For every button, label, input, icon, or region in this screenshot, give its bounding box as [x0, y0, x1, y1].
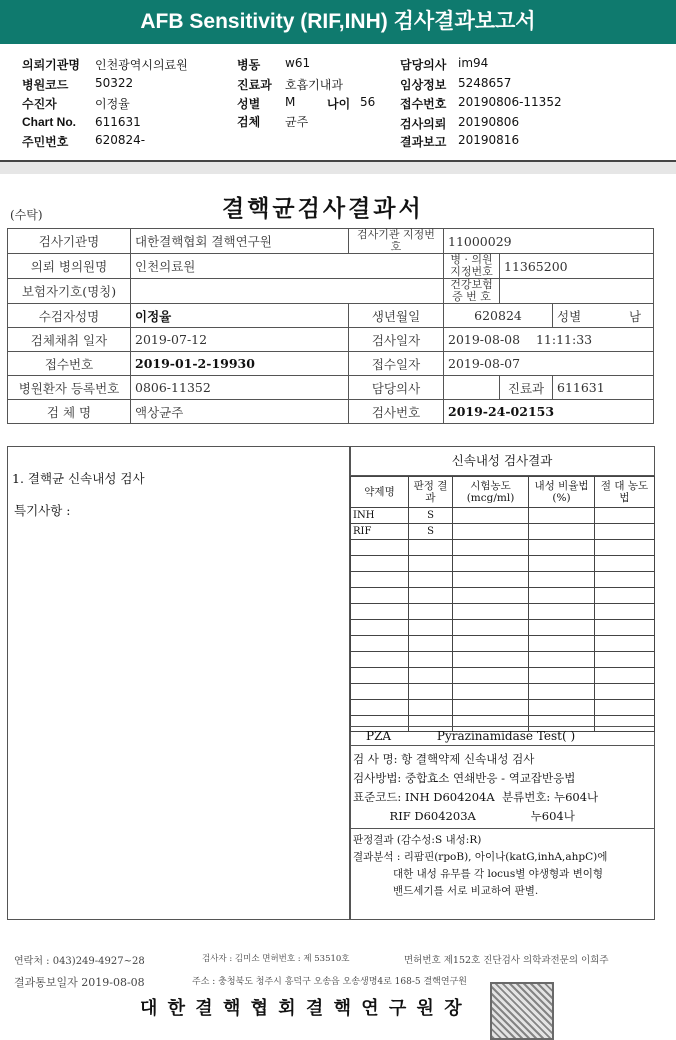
patient-label: 수진자 [22, 97, 57, 111]
age-label: 나이 [327, 97, 351, 111]
sensitivity-row [351, 540, 655, 556]
sensitivity-row [351, 604, 655, 620]
sensitivity-cell [453, 604, 529, 620]
sensitivity-cell [409, 556, 453, 572]
sensitivity-cell [529, 524, 595, 540]
sensitivity-cell [453, 668, 529, 684]
sensitivity-cell: INH [351, 508, 409, 524]
sensitivity-cell [595, 620, 655, 636]
sensitivity-cell [453, 620, 529, 636]
analysis-line: 결과분석 : 리팜핀(rpoB), 아이나(katG,inhA,ahpC)에 [353, 851, 608, 863]
cell-label: 진료과 [500, 376, 553, 400]
analysis-block [353, 832, 607, 900]
sensitivity-cell: S [409, 508, 453, 524]
patient-value: 이정율 [95, 97, 130, 111]
report-label: 결과보고 [400, 135, 447, 149]
cell-value: 2019-07-12 [131, 328, 349, 352]
sensitivity-cell [595, 652, 655, 668]
specimen-value: 균주 [285, 115, 309, 129]
sensitivity-row [351, 572, 655, 588]
sensitivity-row [351, 556, 655, 572]
method-line: 검 사 명: 항 결핵약제 신속내성 검사 [353, 752, 535, 766]
clinical-label: 임상정보 [400, 78, 447, 92]
chart-label: Chart No. [22, 115, 76, 129]
cell-value: 남 [628, 308, 642, 324]
method-block [353, 750, 598, 826]
sensitivity-cell [409, 636, 453, 652]
patient-info-panel [0, 48, 676, 162]
sensitivity-cell [453, 652, 529, 668]
sensitivity-cell [453, 524, 529, 540]
cell-label: 수검자성명 [8, 304, 131, 328]
sensitivity-cell [351, 620, 409, 636]
sensitivity-cell [453, 556, 529, 572]
sensitivity-row [351, 620, 655, 636]
sensitivity-cell: S [409, 524, 453, 540]
sensitivity-cell [595, 636, 655, 652]
sensitivity-cell [351, 556, 409, 572]
sensitivity-cell [351, 668, 409, 684]
sensitivity-cell [351, 636, 409, 652]
judge-line: 판정결과 (감수성:S 내성:R) [353, 834, 482, 846]
test-item: 1. 결핵균 신속내성 검사 [12, 471, 145, 486]
cell-label: 담당의사 [349, 376, 444, 400]
cell-label: 의뢰 병의원명 [8, 254, 131, 279]
sensitivity-cell [595, 668, 655, 684]
sensitivity-cell [409, 620, 453, 636]
hosp-code-label: 병원코드 [22, 78, 69, 92]
doc-corner-label: (수탁) [10, 208, 43, 222]
cell-label: 접수번호 [8, 352, 131, 376]
cell-label: 검체채취 일자 [8, 328, 131, 352]
sensitivity-cell [529, 620, 595, 636]
cell-value: 이정율 [131, 304, 349, 328]
sensitivity-cell [595, 588, 655, 604]
sensitivity-cell [351, 540, 409, 556]
sensitivity-row [351, 636, 655, 652]
cell-value: 11365200 [500, 254, 654, 279]
method-divider [350, 828, 654, 829]
dept-value: 호흡기내과 [285, 78, 343, 92]
report-value: 20190816 [458, 133, 520, 147]
sensitivity-cell [409, 572, 453, 588]
sensitivity-cell [453, 572, 529, 588]
specimen-label: 검체 [237, 115, 261, 129]
sensitivity-cell [351, 652, 409, 668]
cell-label: 병 · 의원 지정번호 [444, 254, 500, 279]
cell-label: 생년월일 [349, 304, 444, 328]
sensitivity-panel [349, 446, 655, 920]
sensitivity-cell [453, 636, 529, 652]
analysis-line: 밴드세기를 서로 비교하여 판별. [393, 885, 539, 897]
sensitivity-cell [409, 700, 453, 716]
sex-label: 성별 [237, 97, 261, 111]
sensitivity-cell [595, 508, 655, 524]
sensitivity-cell [351, 588, 409, 604]
cell-label: 접수일자 [349, 352, 444, 376]
sensitivity-row [351, 508, 655, 524]
sensitivity-cell [409, 652, 453, 668]
sensitivity-cell [529, 604, 595, 620]
sensitivity-cell [529, 588, 595, 604]
cell-value: 2019-24-02153 [444, 400, 654, 424]
sensitivity-cell [595, 540, 655, 556]
sensitivity-cell [409, 684, 453, 700]
doc-title: 결핵균검사결과서 [222, 195, 424, 222]
receipt-value: 20190806-11352 [458, 95, 562, 109]
sensitivity-cell [453, 508, 529, 524]
sensitivity-row [351, 652, 655, 668]
ward-value: w61 [285, 56, 311, 70]
clinical-value: 5248657 [458, 76, 512, 90]
footer-examiner: 검사자 : 김미소 면허번호 : 제 53510호 [202, 954, 350, 964]
footer-contact: 연락처 : 043)249-4927~28 [14, 956, 145, 967]
sensitivity-cell [595, 556, 655, 572]
req-org-value: 인천광역시의료원 [95, 58, 188, 72]
scanned-result-document [0, 174, 676, 1040]
cell-value: 액상균주 [131, 400, 349, 424]
sensitivity-cell [351, 604, 409, 620]
sensitivity-table [350, 476, 655, 732]
cell-label: 검사번호 [349, 400, 444, 424]
cell-value: 2019-08-08 11:11:33 [444, 328, 654, 352]
result-header-table [7, 228, 654, 424]
doctor-value: im94 [458, 56, 489, 70]
hosp-code-value: 50322 [95, 76, 134, 90]
chart-value: 611631 [95, 115, 141, 129]
cell-value: 0806-11352 [131, 376, 349, 400]
sensitivity-cell [529, 556, 595, 572]
sex-value: M [285, 95, 296, 109]
method-line: 검사방법: 중합효소 연쇄반응 - 역교잡반응법 [353, 771, 576, 785]
sensitivity-cell: RIF [351, 524, 409, 540]
pza-row [350, 726, 654, 746]
sensitivity-cell [453, 700, 529, 716]
cell-value: 11000029 [444, 229, 654, 254]
sensitivity-cell [595, 684, 655, 700]
rrn-value: 620824- [95, 133, 146, 147]
sensitivity-cell [529, 508, 595, 524]
official-seal-icon [490, 982, 554, 1040]
cell-value [500, 279, 654, 304]
cell-value: 2019-01-2-19930 [131, 352, 349, 376]
sensitivity-cell [529, 700, 595, 716]
sensitivity-row [351, 668, 655, 684]
age-value: 56 [360, 95, 376, 109]
footer-license: 면허번호 제152호 진단검사 의학과전문의 이희주 [404, 955, 609, 966]
ward-label: 병동 [237, 58, 261, 72]
sensitivity-header-cell: 내성 비율법(%) [529, 477, 595, 508]
report-title: AFB Sensitivity (RIF,INH) 검사결과보고서 [0, 0, 676, 44]
sensitivity-cell [409, 588, 453, 604]
sensitivity-row [351, 524, 655, 540]
sensitivity-cell [453, 684, 529, 700]
sensitivity-cell [529, 572, 595, 588]
sensitivity-cell [453, 588, 529, 604]
cell-label: 검사기관명 [8, 229, 131, 254]
sensitivity-cell [529, 636, 595, 652]
sensitivity-header-cell: 약제명 [351, 477, 409, 508]
sensitivity-cell [595, 572, 655, 588]
sensitivity-cell [409, 540, 453, 556]
cell-label: 검사일자 [349, 328, 444, 352]
request-label: 검사의뢰 [400, 117, 447, 131]
cell-label: 성별 [557, 308, 582, 324]
sensitivity-row [351, 684, 655, 700]
cell-label: 건강보험 증 번 호 [444, 279, 500, 304]
sensitivity-cell [595, 700, 655, 716]
sensitivity-cell [529, 540, 595, 556]
sensitivity-cell [595, 524, 655, 540]
cell-value: 2019-08-07 [444, 352, 654, 376]
cell-value: 620824 [444, 304, 553, 328]
test-item-panel [7, 446, 351, 920]
sensitivity-cell [351, 684, 409, 700]
sensitivity-cell [409, 668, 453, 684]
cell-label: 검사기관 지정번호 [349, 229, 444, 254]
cell-label: 검 체 명 [8, 400, 131, 424]
cell-value [131, 279, 444, 304]
sensitivity-header-row [351, 477, 655, 508]
cell-value: 인천의료원 [131, 254, 444, 279]
cell-value: 대한결핵협회 결핵연구원 [131, 229, 349, 254]
doctor-label: 담당의사 [400, 58, 447, 72]
special-notes-label: 특기사항 : [14, 503, 71, 518]
req-org-label: 의뢰기관명 [22, 58, 80, 72]
sensitivity-body [351, 508, 655, 732]
pza-label: PZA [366, 729, 392, 743]
sensitivity-cell [529, 668, 595, 684]
sensitivity-cell [453, 540, 529, 556]
organization-signature: 대 한 결 핵 협 회 결 핵 연 구 원 장 [140, 998, 464, 1019]
sensitivity-title: 신속내성 검사결과 [350, 447, 654, 476]
cell-split [553, 304, 654, 328]
method-line: 표준코드: INH D604204A 분류번호: 누604나 [353, 790, 599, 804]
footer-address: 주소 : 충청북도 청주시 흥덕구 오송읍 오송생명4로 168-5 결핵연구원 [192, 977, 467, 987]
sensitivity-cell [351, 700, 409, 716]
analysis-line: 대한 내성 유무를 각 locus별 야생형과 변이형 [393, 868, 604, 880]
sensitivity-cell [409, 604, 453, 620]
sensitivity-header-cell: 판정 결과 [409, 477, 453, 508]
rrn-label: 주민번호 [22, 135, 69, 149]
sensitivity-cell [351, 572, 409, 588]
sensitivity-cell [595, 604, 655, 620]
request-value: 20190806 [458, 115, 520, 129]
cell-value [444, 376, 500, 400]
sensitivity-row [351, 700, 655, 716]
sensitivity-cell [529, 652, 595, 668]
cell-label: 병원환자 등록번호 [8, 376, 131, 400]
pza-value: Pyrazinamidase Test( ) [436, 729, 576, 743]
cell-value: 611631 [553, 376, 654, 400]
method-line: RIF D604203A 누604나 [353, 809, 575, 823]
sensitivity-header-cell: 시험농도 (mcg/ml) [453, 477, 529, 508]
sensitivity-row [351, 588, 655, 604]
footer-notify-date: 결과통보일자 2019-08-08 [14, 976, 145, 989]
receipt-label: 접수번호 [400, 97, 447, 111]
cell-label: 보험자기호(명칭) [8, 279, 131, 304]
sensitivity-header-cell: 절 대 농도법 [595, 477, 655, 508]
dept-label: 진료과 [237, 78, 272, 92]
separator-band [0, 162, 676, 174]
sensitivity-cell [529, 684, 595, 700]
